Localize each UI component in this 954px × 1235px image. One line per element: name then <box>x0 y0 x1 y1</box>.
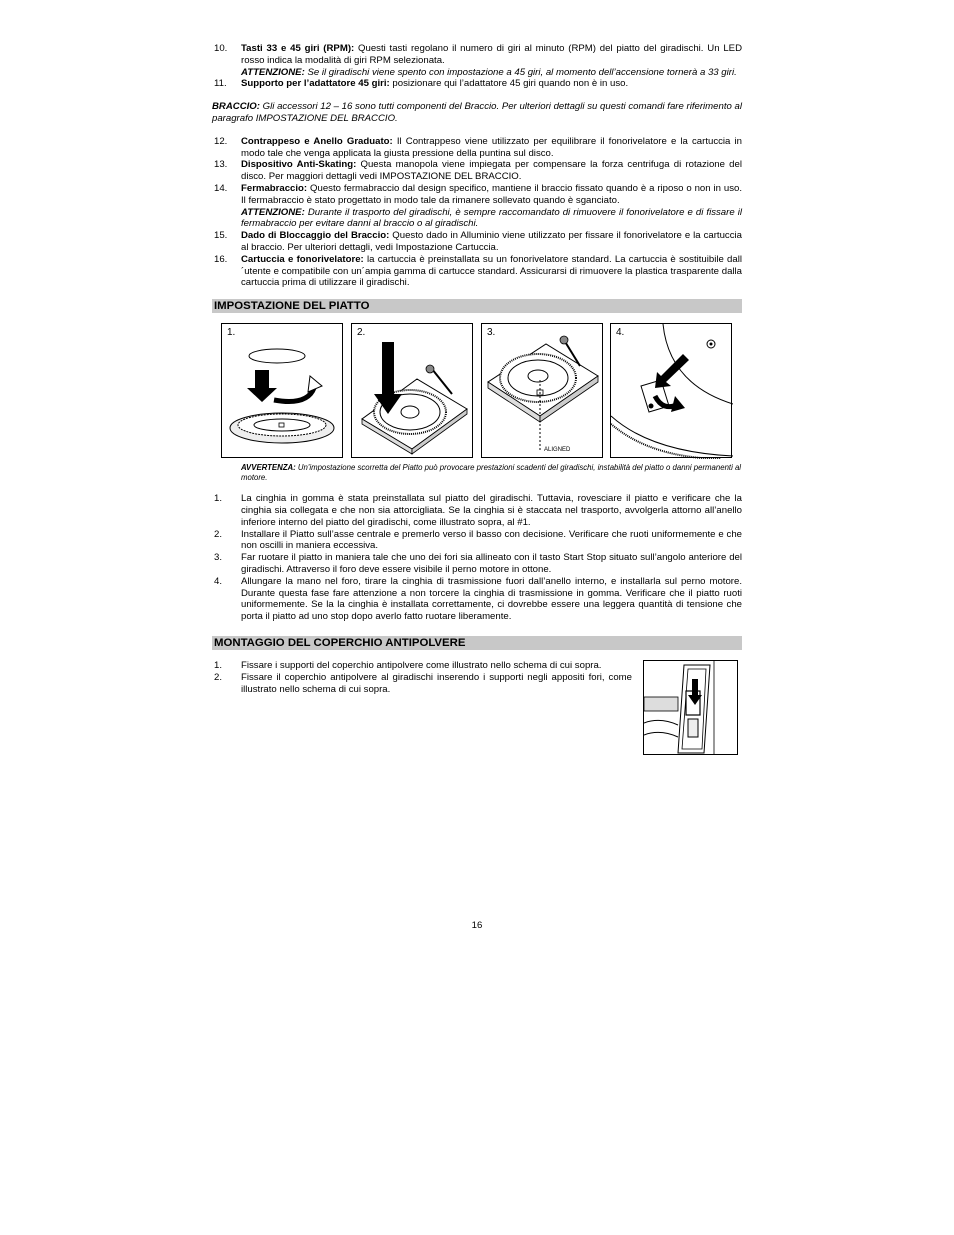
note-label: ATTENZIONE: <box>241 206 305 218</box>
item-text: la cartuccia è preinstallata su un fonorivelatore standard. La cartuccia è sostituibile dall´utente e compatibile con un´ampia gamma di cartucce standard. Assicurarsi di rimuovere la plastica trasparente dalla cartuccia prima di utilizzare il giradischi. <box>241 253 742 289</box>
section-heading-piatto: IMPOSTAZIONE DEL PIATTO <box>212 299 742 313</box>
braccio-text: Gli accessori 12 – 16 sono tutti componenti del Braccio. Per ulteriori dettagli su questi comandi fare riferimento al paragrafo IMPOSTAZIONE DEL BRACCIO. <box>212 101 742 124</box>
hinge-illustration <box>644 661 737 754</box>
figure-step-4 <box>610 323 732 458</box>
section-heading-coperchio: MONTAGGIO DEL COPERCHIO ANTIPOLVERE <box>212 636 742 650</box>
item-number: 15. <box>214 230 228 242</box>
item-text: Il Contrappeso viene utilizzato per equilibrare il fonorivelatore e la cartuccia in modo tale che venga applicata la giusta pressione della puntina sul disco. <box>241 135 742 159</box>
figure-step-3 <box>481 323 603 458</box>
list-item <box>212 493 742 528</box>
list-item <box>212 529 742 553</box>
item-number: 4. <box>214 575 223 587</box>
note-text: Se il giradischi viene spento con impostazione a 45 giri, al momento dell’accensione tornerà a 33 giri. <box>304 66 737 78</box>
list-item <box>212 254 742 289</box>
list-item <box>212 552 742 576</box>
list-item <box>212 78 742 90</box>
item-number: 2. <box>214 528 223 540</box>
item-number: 10. <box>214 43 228 54</box>
list-item <box>212 159 742 183</box>
item-number: 1. <box>214 659 223 671</box>
dust-cover-hinge-figure <box>643 660 738 755</box>
list-item <box>212 136 742 160</box>
note-label: ATTENZIONE: <box>241 66 305 78</box>
warning-note <box>241 463 742 482</box>
list-item <box>212 230 742 254</box>
list-item <box>212 576 742 623</box>
item-text: Questa manopola viene impiegata per compensare la forza centrifuga di rotazione del disco. Per maggiori dettagli vedi IMPOSTAZIONE DEL BRACCIO. <box>241 159 742 183</box>
list-item <box>212 672 632 696</box>
item-term: Cartuccia e fonorivelatore: <box>241 253 364 265</box>
platter-align-illustration <box>482 324 604 459</box>
platter-install-illustration <box>352 324 474 459</box>
list-item <box>212 660 632 672</box>
figure-number: 1. <box>227 327 236 339</box>
item-number: 11. <box>214 78 227 90</box>
item-text: posizionare qui l’adattatore 45 giri quando non è in uso. <box>389 78 629 90</box>
item-text: Fissare i supporti del coperchio antipolvere come illustrato nello schema di cui sopra. <box>241 659 602 671</box>
item-term: Dispositivo Anti-Skating: <box>241 159 357 171</box>
item-number: 12. <box>214 135 228 147</box>
item-number: 16. <box>214 253 228 265</box>
list-item <box>212 183 742 230</box>
belt-motor-illustration <box>611 324 733 459</box>
warning-text: Un'impostazione scorretta del Piatto può provocare prestazioni scadenti del giradischi, instabilità del piatto o danni permanenti al motore. <box>241 463 742 482</box>
item-term: Supporto per l’adattatore 45 giri: <box>241 78 390 90</box>
figure-number: 3. <box>487 327 496 339</box>
item-term: Contrappeso e Anello Graduato: <box>241 135 393 147</box>
figure-step-1 <box>221 323 343 458</box>
item-text: Questi tasti regolano il numero di giri al minuto (RPM) del piatto del giradischi. Un LED rosso indica la modalità di giri RPM selezionata. <box>241 43 742 66</box>
item-number: 2. <box>214 671 223 683</box>
item-term: Dado di Bloccaggio del Braccio: <box>241 230 390 242</box>
figure-number: 2. <box>357 327 366 339</box>
platter-setup-figures <box>221 323 742 461</box>
platter-flip-illustration <box>222 324 344 459</box>
aligned-label: ALIGNED <box>544 447 571 454</box>
warning-label: AVVERTENZA: <box>241 463 296 473</box>
item-text: Far ruotare il piatto in maniera tale che uno dei fori sia allineato con il tasto Start Stop situato sull’angolo anteriore del giradischi. Attraverso il foro deve essere visibile il perno motore in ottone. <box>241 552 742 575</box>
item-text: Allungare la mano nel foro, tirare la cinghia di trasmissione fuori dall’anello interno, e installarla sul perno motore. Durante questa fase fare attenzione a non torcere la cinghia di trasmissione in gomma. Verificare che il piatto ruoti uniformemente. Se la la cinghia è installata correttamente, ci dovrebbe essere una leggera quantità di tensione che porta il piatto ad uno stop dopo averlo fatto ruotare liberamente. <box>241 575 742 623</box>
item-text: Questo dado in Alluminio viene utilizzato per fissare il fonorivelatore e la cartuccia al braccio. Per ulteriori dettagli, vedi Impostazione Cartuccia. <box>241 230 742 253</box>
page-number: 16 <box>471 920 483 931</box>
item-number: 3. <box>214 552 223 564</box>
figure-step-2 <box>351 323 473 458</box>
figure-number: 4. <box>616 327 625 339</box>
dust-cover-section <box>212 660 742 695</box>
item-text: Questo fermabraccio dal design specifico, mantiene il braccio fissato quando è a riposo o non in uso. Il fermabraccio è stato progettato in modo tale da rimanere sollevato quando è sganciato. <box>241 182 742 206</box>
item-term: Fermabraccio: <box>241 182 308 194</box>
list-item <box>212 43 742 78</box>
item-number: 13. <box>214 159 228 171</box>
item-term: Tasti 33 e 45 giri (RPM): <box>241 43 355 54</box>
item-text: Installare il Piatto sull’asse centrale e premerlo verso il basso con decisione. Verificare che ruoti uniformemente e che non oscilli in maniera eccessiva. <box>241 528 742 552</box>
braccio-label: BRACCIO: <box>212 101 260 113</box>
manual-page <box>212 43 742 695</box>
item-number: 1. <box>214 493 223 505</box>
braccio-paragraph <box>212 101 742 125</box>
item-text: Fissare il coperchio antipolvere al giradischi inserendo i supporti negli appositi fori, come illustrato nello schema di cui sopra. <box>241 671 632 695</box>
item-number: 14. <box>214 182 228 194</box>
item-text: La cinghia in gomma è stata preinstallata sul piatto del giradischi. Tuttavia, rovesciare il piatto e verificare che la cinghia sia collegata e che non sia attorcigliata. Se la cinghia si è staccata nel trasporto, avvolgerla attorno all’anello inferiore interno del piatto del giradischi, come illustrato sopra, al #1. <box>241 493 742 528</box>
note-text: Durante il trasporto del giradischi, è sempre raccomandato di rimuovere il fonorivelatore e di fissare il fermabraccio per evitare danni al braccio o al giradischi. <box>241 206 742 230</box>
